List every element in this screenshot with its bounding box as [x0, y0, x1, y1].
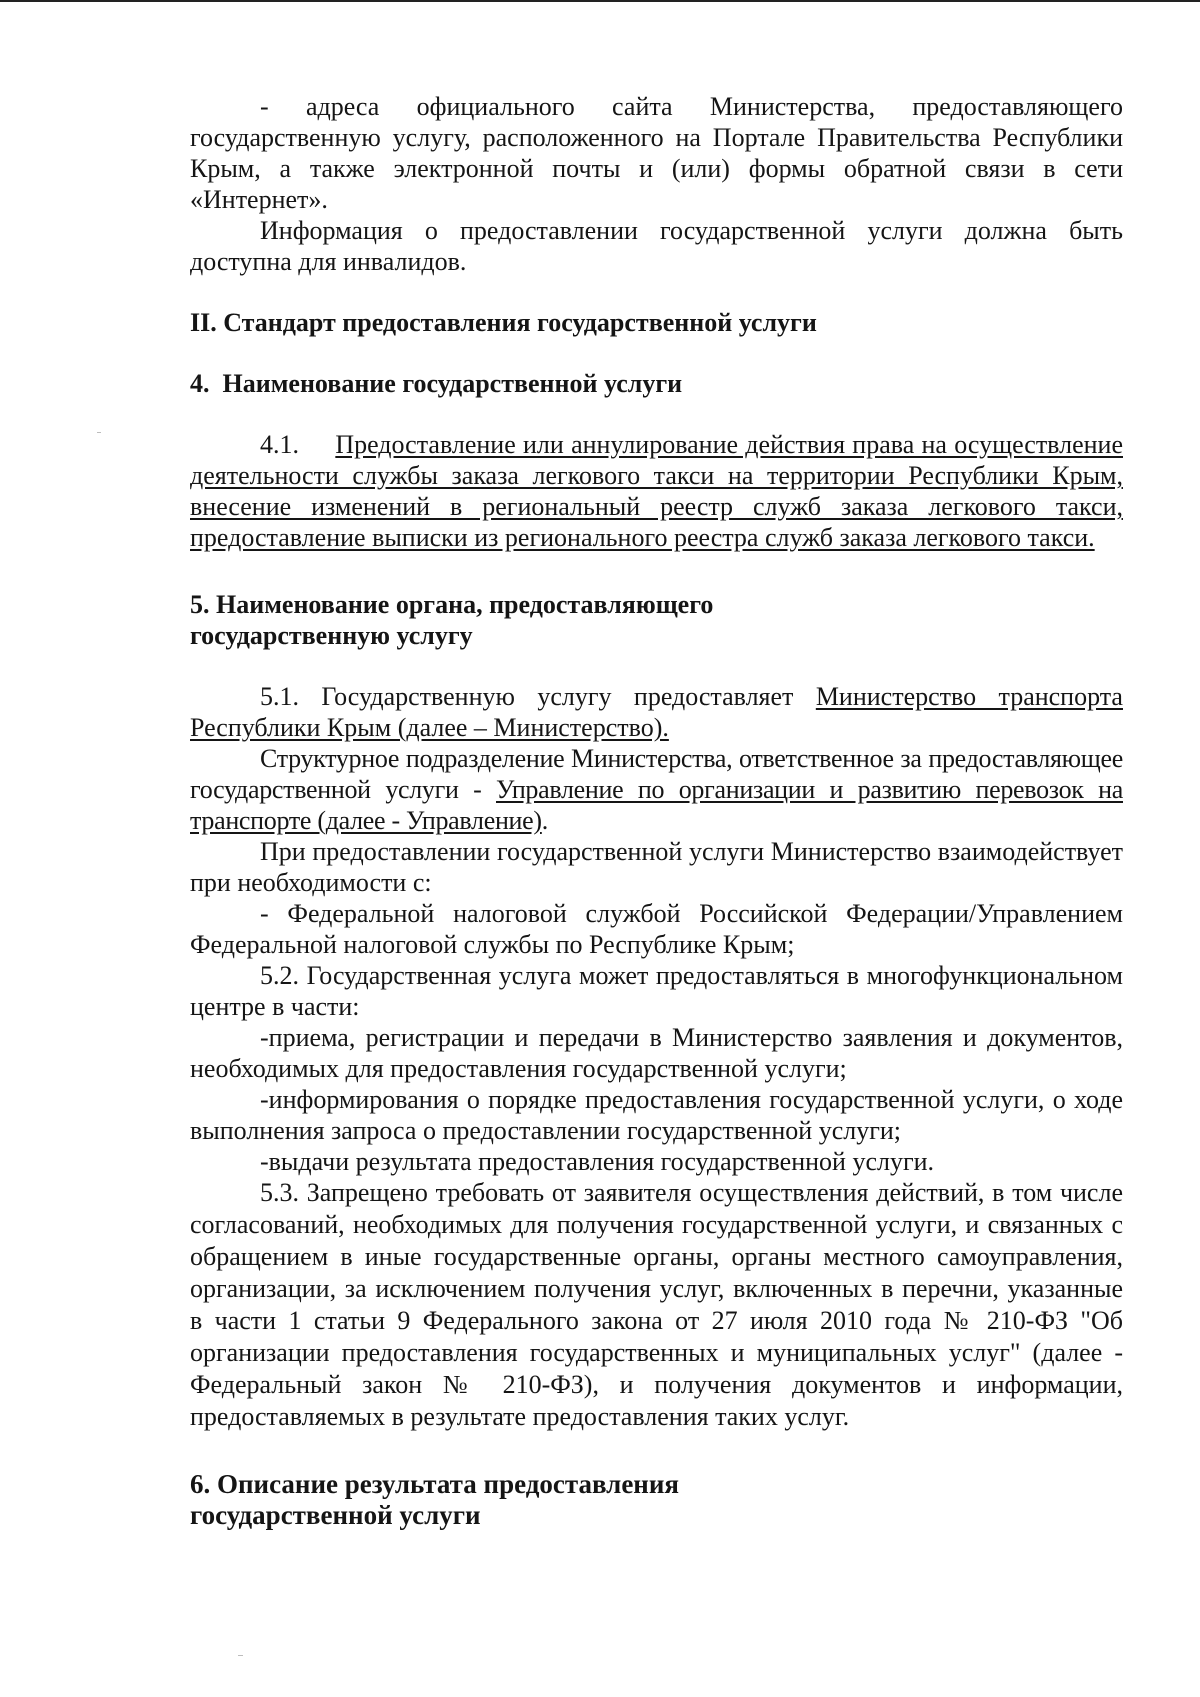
clause-number: 4.1.: [260, 430, 299, 459]
clause-5-1-lead: 5.1. Государственную услугу предоставляет: [260, 682, 816, 711]
list-item-issuance: -выдачи результата предоставления государственной услуги.: [260, 1147, 935, 1176]
paragraph-structural-unit: [190, 743, 1123, 836]
paragraph-5-1: [190, 681, 1123, 743]
paragraph-5-3: 5.3. Запрещено требовать от заявителя осуществления действий, в том числе согласований, необходимых для получения государственной услуги, и связанных с обращением в иные государственные органы, органы местного самоуправления, организации, за исключением получения услуг, включенных в перечни, указанные в части 1 статьи 9 Федерального закона от 27 июля 2010 года № 210-ФЗ "Об организации предоставления государственных и муниципальных услуг" (далее - Федеральный закон № 210-ФЗ), и получения документов и информации, предоставляемых в результате предоставления таких услуг.: [190, 1178, 1123, 1431]
scan-speck: [238, 1655, 243, 1656]
document-body: [190, 91, 1123, 1531]
paragraph-5-2: 5.2. Государственная услуга может предоставляться в многофункциональном центре в части:: [190, 961, 1123, 1021]
page-top-border: [0, 0, 1200, 2]
structural-unit-lead: Структурное подразделение Министерства, ответственное за предоставляющее государственной услуги -: [190, 744, 1123, 804]
structural-unit-end: .: [541, 806, 548, 835]
service-name-text: Предоставление или аннулирование действия права на осуществление деятельности службы заказа легкового такси на территории Республики Крым, внесение изменений в региональный реестр служб заказа легкового такси, предоставление выписки из регионального реестра служб заказа легкового такси.: [190, 430, 1123, 552]
heading-result-line2: государственной услуги: [190, 1500, 481, 1530]
paragraph-interaction: При предоставлении государственной услуги Министерство взаимодействует при необходимости с:: [190, 837, 1123, 897]
paragraph-4-1: [190, 429, 1123, 553]
department-name: Управление по организации и развитию перевозок на транспорте (далее - Управление): [190, 775, 1123, 835]
paragraph-tax-service: - Федеральной налоговой службой Российской Федерации/Управлением Федеральной налоговой службы по Республике Крым;: [190, 899, 1123, 959]
scan-speck: [97, 432, 101, 433]
heading-result-line1: 6. Описание результата предоставления: [190, 1469, 680, 1499]
list-item-reception: -приема, регистрации и передачи в Министерство заявления и документов, необходимых для предоставления государственной услуги;: [190, 1023, 1123, 1083]
heading-authority-line2: государственную услугу: [190, 621, 473, 650]
ministry-name: Министерство транспорта Республики Крым (далее – Министерство).: [190, 682, 1123, 742]
paragraph-accessibility: Информация о предоставлении государственной услуги должна быть доступна для инвалидов.: [190, 216, 1123, 276]
section-title-standard: II. Стандарт предоставления государственной услуги: [190, 308, 817, 337]
list-item-informing: -информирования о порядке предоставления государственной услуги, о ходе выполнения запроса о предоставлении государственной услуги;: [190, 1085, 1123, 1145]
paragraph-website-address: - адреса официального сайта Министерства, предоставляющего государственную услугу, расположенного на Портале Правительства Республики Крым, а также электронной почты и (или) формы обратной связи в сети «Интернет».: [190, 92, 1123, 214]
heading-service-name: 4. Наименование государственной услуги: [190, 369, 683, 398]
heading-authority-line1: 5. Наименование органа, предоставляющего: [190, 590, 714, 619]
